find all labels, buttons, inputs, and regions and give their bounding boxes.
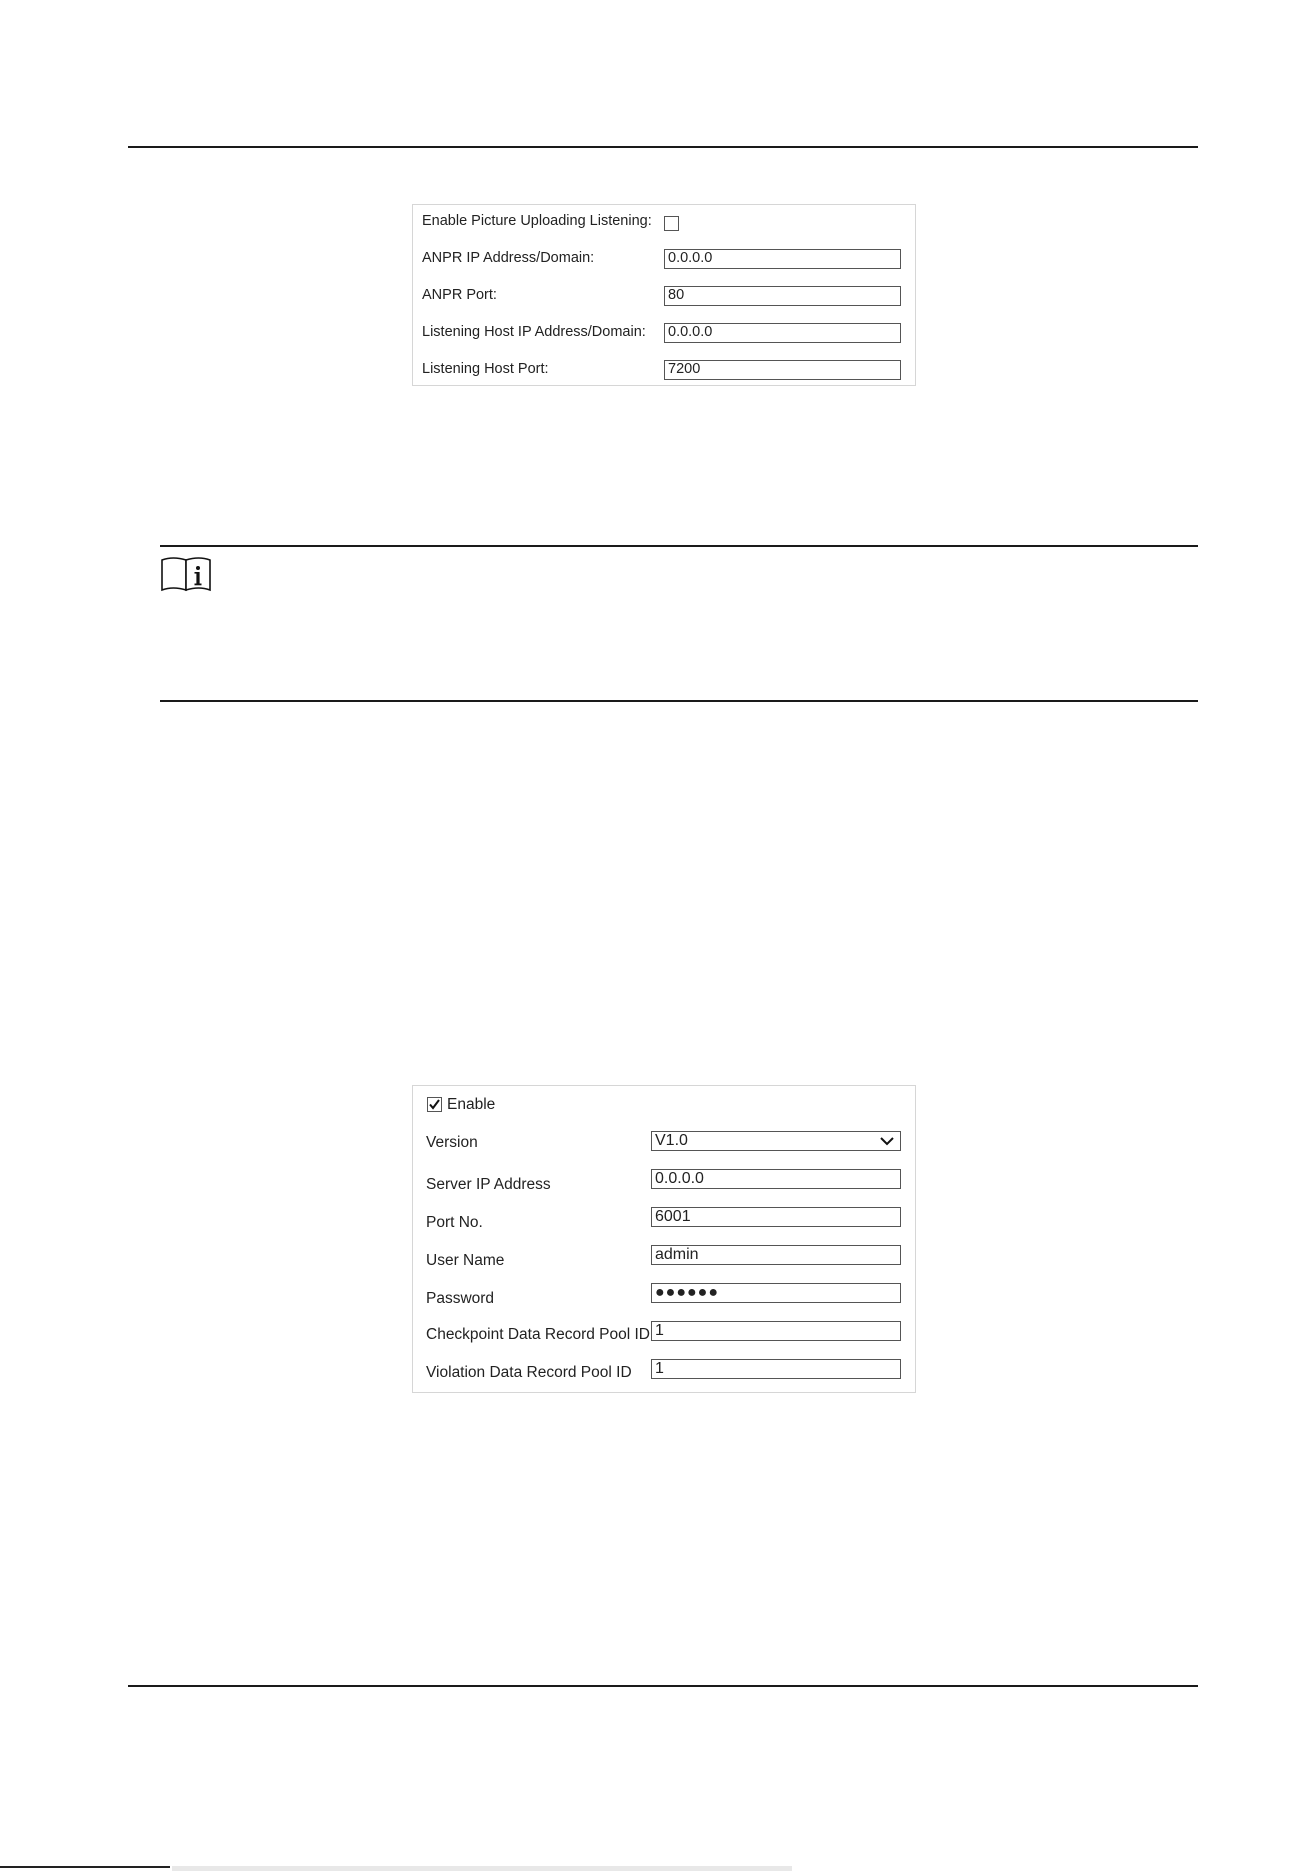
note-bottom-rule [160, 700, 1198, 702]
host-port-input[interactable]: 7200 [664, 360, 901, 380]
checkpoint-pool-label: Checkpoint Data Record Pool ID [426, 1326, 651, 1343]
server-ip-label: Server IP Address [426, 1176, 551, 1193]
host-ip-input[interactable]: 0.0.0.0 [664, 323, 901, 343]
password-label: Password [426, 1290, 495, 1307]
user-name-label: User Name [426, 1252, 505, 1269]
footer-rule [128, 1685, 1198, 1687]
violation-pool-input[interactable]: 1 [651, 1359, 901, 1379]
chevron-down-icon [880, 1136, 894, 1146]
footer-scan-artifact [0, 1866, 1313, 1873]
user-name-row [413, 1242, 915, 1268]
enable-listening-label: Enable Picture Uploading Listening: [422, 213, 652, 229]
server-ip-input[interactable]: 0.0.0.0 [651, 1169, 901, 1189]
version-row [413, 1128, 915, 1154]
host-port-row [413, 357, 915, 383]
host-port-label: Listening Host Port: [422, 361, 549, 377]
checkmark-icon [428, 1098, 441, 1111]
enable-label: Enable [447, 1096, 496, 1113]
checkpoint-pool-input[interactable]: 1 [651, 1321, 901, 1341]
version-selected-value: V1.0 [655, 1132, 688, 1149]
port-row [413, 1204, 915, 1230]
note-book-info-icon [160, 556, 212, 592]
note-top-rule [160, 545, 1198, 547]
listening-settings-panel [412, 204, 916, 386]
checkpoint-pool-row [413, 1318, 915, 1344]
anpr-port-label: ANPR Port: [422, 287, 497, 303]
port-label: Port No. [426, 1214, 483, 1231]
host-ip-label: Listening Host IP Address/Domain: [422, 324, 646, 340]
version-label: Version [426, 1134, 478, 1151]
version-select[interactable] [651, 1131, 901, 1151]
enable-row [413, 1090, 915, 1116]
user-name-input[interactable]: admin [651, 1245, 901, 1265]
violation-pool-row [413, 1356, 915, 1382]
header-rule [128, 146, 1198, 148]
enable-listening-row [413, 209, 915, 235]
anpr-ip-row [413, 246, 915, 272]
anpr-port-row [413, 283, 915, 309]
server-ip-row [413, 1166, 915, 1192]
enable-checkbox[interactable] [427, 1097, 442, 1112]
password-input[interactable]: ●●●●●● [651, 1283, 901, 1303]
anpr-ip-label: ANPR IP Address/Domain: [422, 250, 595, 266]
host-ip-row [413, 320, 915, 346]
anpr-ip-input[interactable]: 0.0.0.0 [664, 249, 901, 269]
password-row [413, 1280, 915, 1306]
violation-pool-label: Violation Data Record Pool ID [426, 1364, 632, 1381]
enable-listening-checkbox[interactable] [664, 216, 679, 231]
server-settings-panel [412, 1085, 916, 1393]
anpr-port-input[interactable]: 80 [664, 286, 901, 306]
port-input[interactable]: 6001 [651, 1207, 901, 1227]
